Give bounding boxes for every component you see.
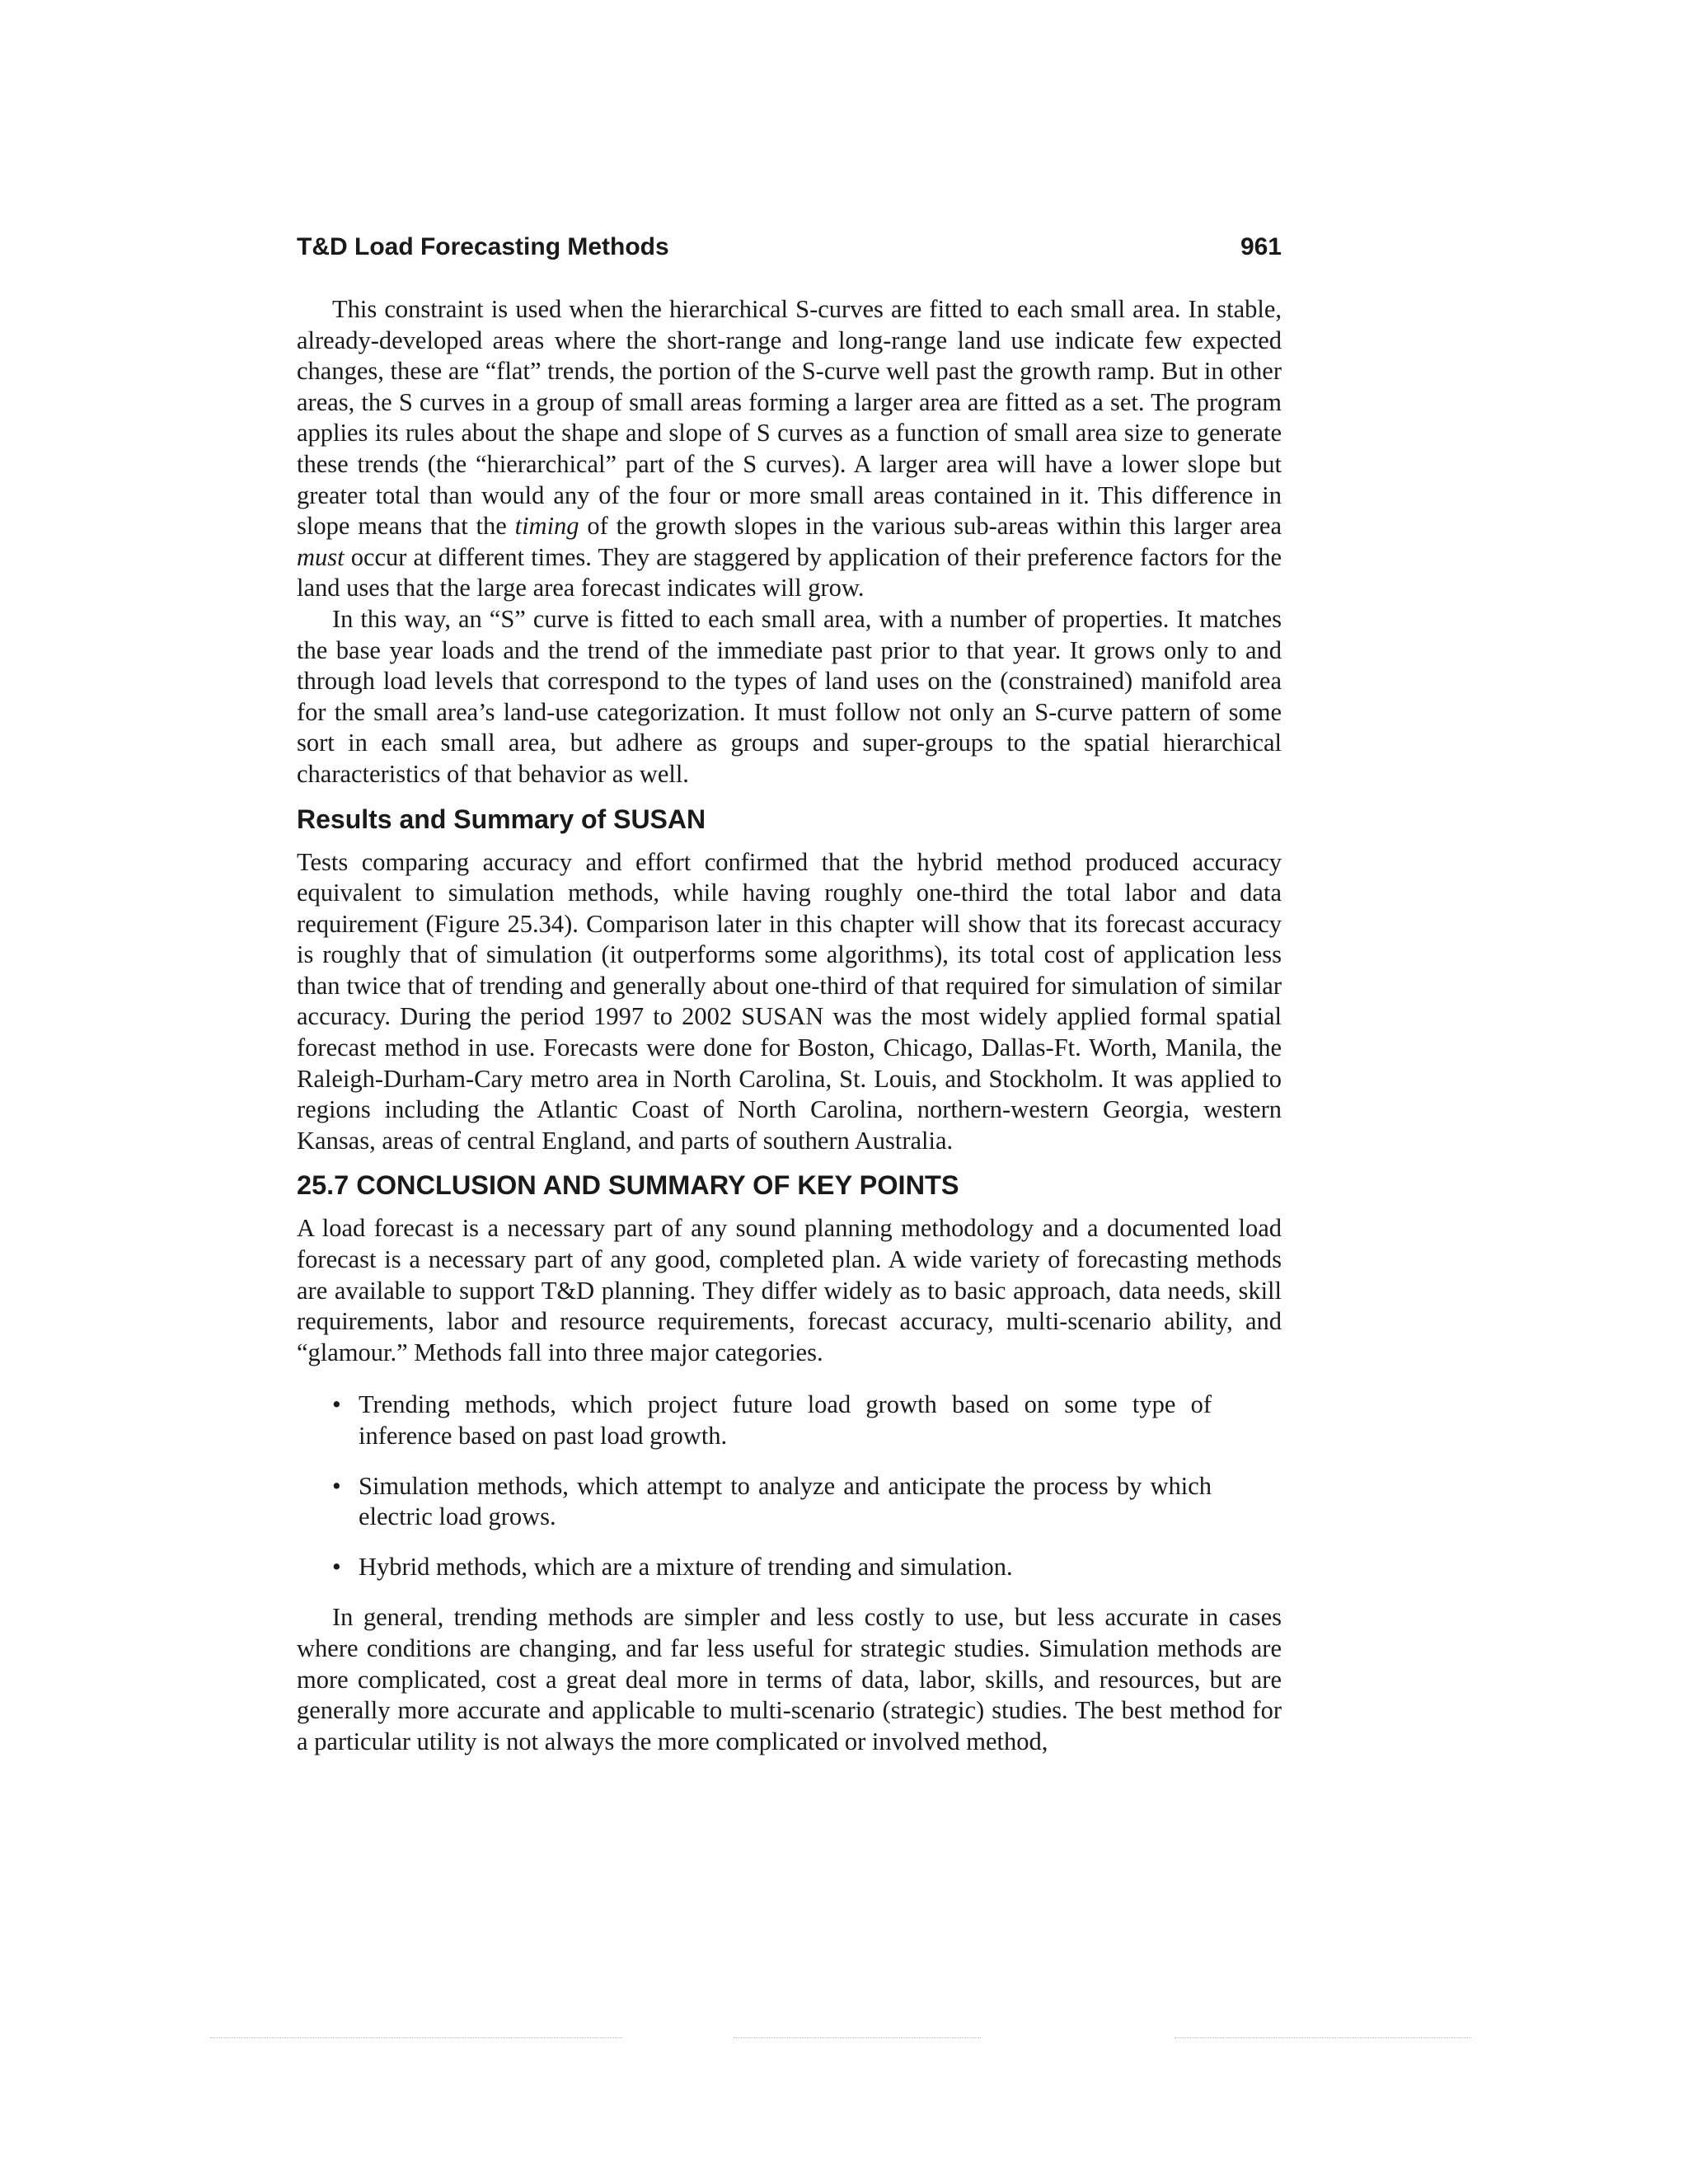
bullet-marker: • — [332, 1471, 341, 1500]
body-paragraph: In general, trending methods are simpler and less costly to use, but less accurate in cases where conditions are changing, and far less useful for strategic studies. Simulation methods are more complicated, cost a great deal more in terms of data, labor, skills, and resources, but are generally more accurate and applicable to multi-scenario (strategic) studies. The best method for a particular utility is not always the more complicated or involved method, — [297, 1603, 1282, 1755]
text-run: of the growth slopes in the various sub-areas within this larger area — [579, 512, 1282, 541]
text-run: occur at different times. They are staggered by application of their preference factors for the land uses that the large area forecast indicates will grow. — [297, 542, 1282, 602]
running-header — [297, 227, 1282, 268]
footer-scan-rule — [734, 2037, 981, 2038]
running-title: T&D Load Forecasting Methods — [297, 233, 669, 260]
emphasized-text: must — [297, 542, 345, 571]
bullet-marker: • — [332, 1390, 341, 1419]
page-number: 961 — [1240, 233, 1282, 260]
footer-scan-rule — [1175, 2037, 1471, 2038]
bullet-text: Hybrid methods, which are a mixture of trending and simulation. — [359, 1552, 1013, 1581]
body-paragraph — [297, 294, 1282, 604]
text-run: This constraint is used when the hierarchical S-curves are fitted to each small area. In stable, already-developed areas where the short-range and long-range land use indicate few expected changes, these are “flat” trends, the portion of the S-curve well past the growth ramp. But in other areas, the S curves in a group of small areas forming a larger area are fitted as a set. The program applies its rules about the shape and slope of S curves as a function of small area size to generate these trends (the “hierarchical” part of the S curves). A larger area will have a lower slope but greater total than would any of the four or more small areas contained in it. This difference in slope means that the — [297, 295, 1282, 541]
body-paragraph — [297, 604, 1282, 790]
text-run: In this way, an “S” curve is fitted to each small area, with a number of properties. It matches the base year loads and the trend of the immediate past prior to that year. It grows only to and through load levels that correspond to the types of land uses on the (constrained) manifold area for the small area’s land-use categorization. It must follow not only an S-curve pattern of some sort in each small area, but adhere as groups and super-groups to the spatial hierarchical characteristics of that behavior as well. — [297, 604, 1282, 788]
body-paragraph: A load forecast is a necessary part of any sound planning methodology and a documented load forecast is a necessary part of any good, completed plan. A wide variety of forecasting methods are available to support T&D planning. They differ widely as to basic approach, data needs, skill requirements, labor and resource requirements, forecast accuracy, multi-scenario ability, and “glamour.” Methods fall into three major categories. — [297, 1214, 1282, 1366]
section-heading: Results and Summary of SUSAN — [297, 804, 706, 834]
bullet-text: Simulation methods, which attempt to analyze and anticipate the process by which electric load grows. — [359, 1471, 1212, 1531]
page-body — [297, 294, 1282, 1757]
bullet-list — [297, 1390, 1212, 1582]
bullet-marker: • — [332, 1552, 341, 1581]
bullet-item — [297, 1471, 1212, 1533]
bullet-text: Trending methods, which project future load growth based on some type of inference based on past load growth. — [359, 1390, 1212, 1450]
chapter-section-heading: 25.7 CONCLUSION AND SUMMARY OF KEY POINTS — [297, 1170, 959, 1201]
book-page — [297, 227, 1282, 1757]
bullet-item — [297, 1390, 1212, 1451]
bullet-item — [297, 1552, 1212, 1583]
body-paragraph: Tests comparing accuracy and effort confirmed that the hybrid method produced accuracy equivalent to simulation methods, while having roughly one-third the total labor and data requirement (Figure 25.34). Comparison later in this chapter will show that its forecast accuracy is roughly that of simulation (it outperforms some algorithms), its total cost of application less than twice that of trending and generally about one-third of that required for simulation of similar accuracy. During the period 1997 to 2002 SUSAN was the most widely applied formal spatial forecast method in use. Forecasts were done for Boston, Chicago, Dallas-Ft. Worth, Manila, the Raleigh-Durham-Cary metro area in North Carolina, St. Louis, and Stockholm. It was applied to regions including the Atlantic Coast of North Carolina, northern-western Georgia, western Kansas, areas of central England, and parts of southern Australia. — [297, 847, 1282, 1155]
footer-scan-rule — [210, 2037, 622, 2038]
emphasized-text: timing — [514, 512, 579, 541]
